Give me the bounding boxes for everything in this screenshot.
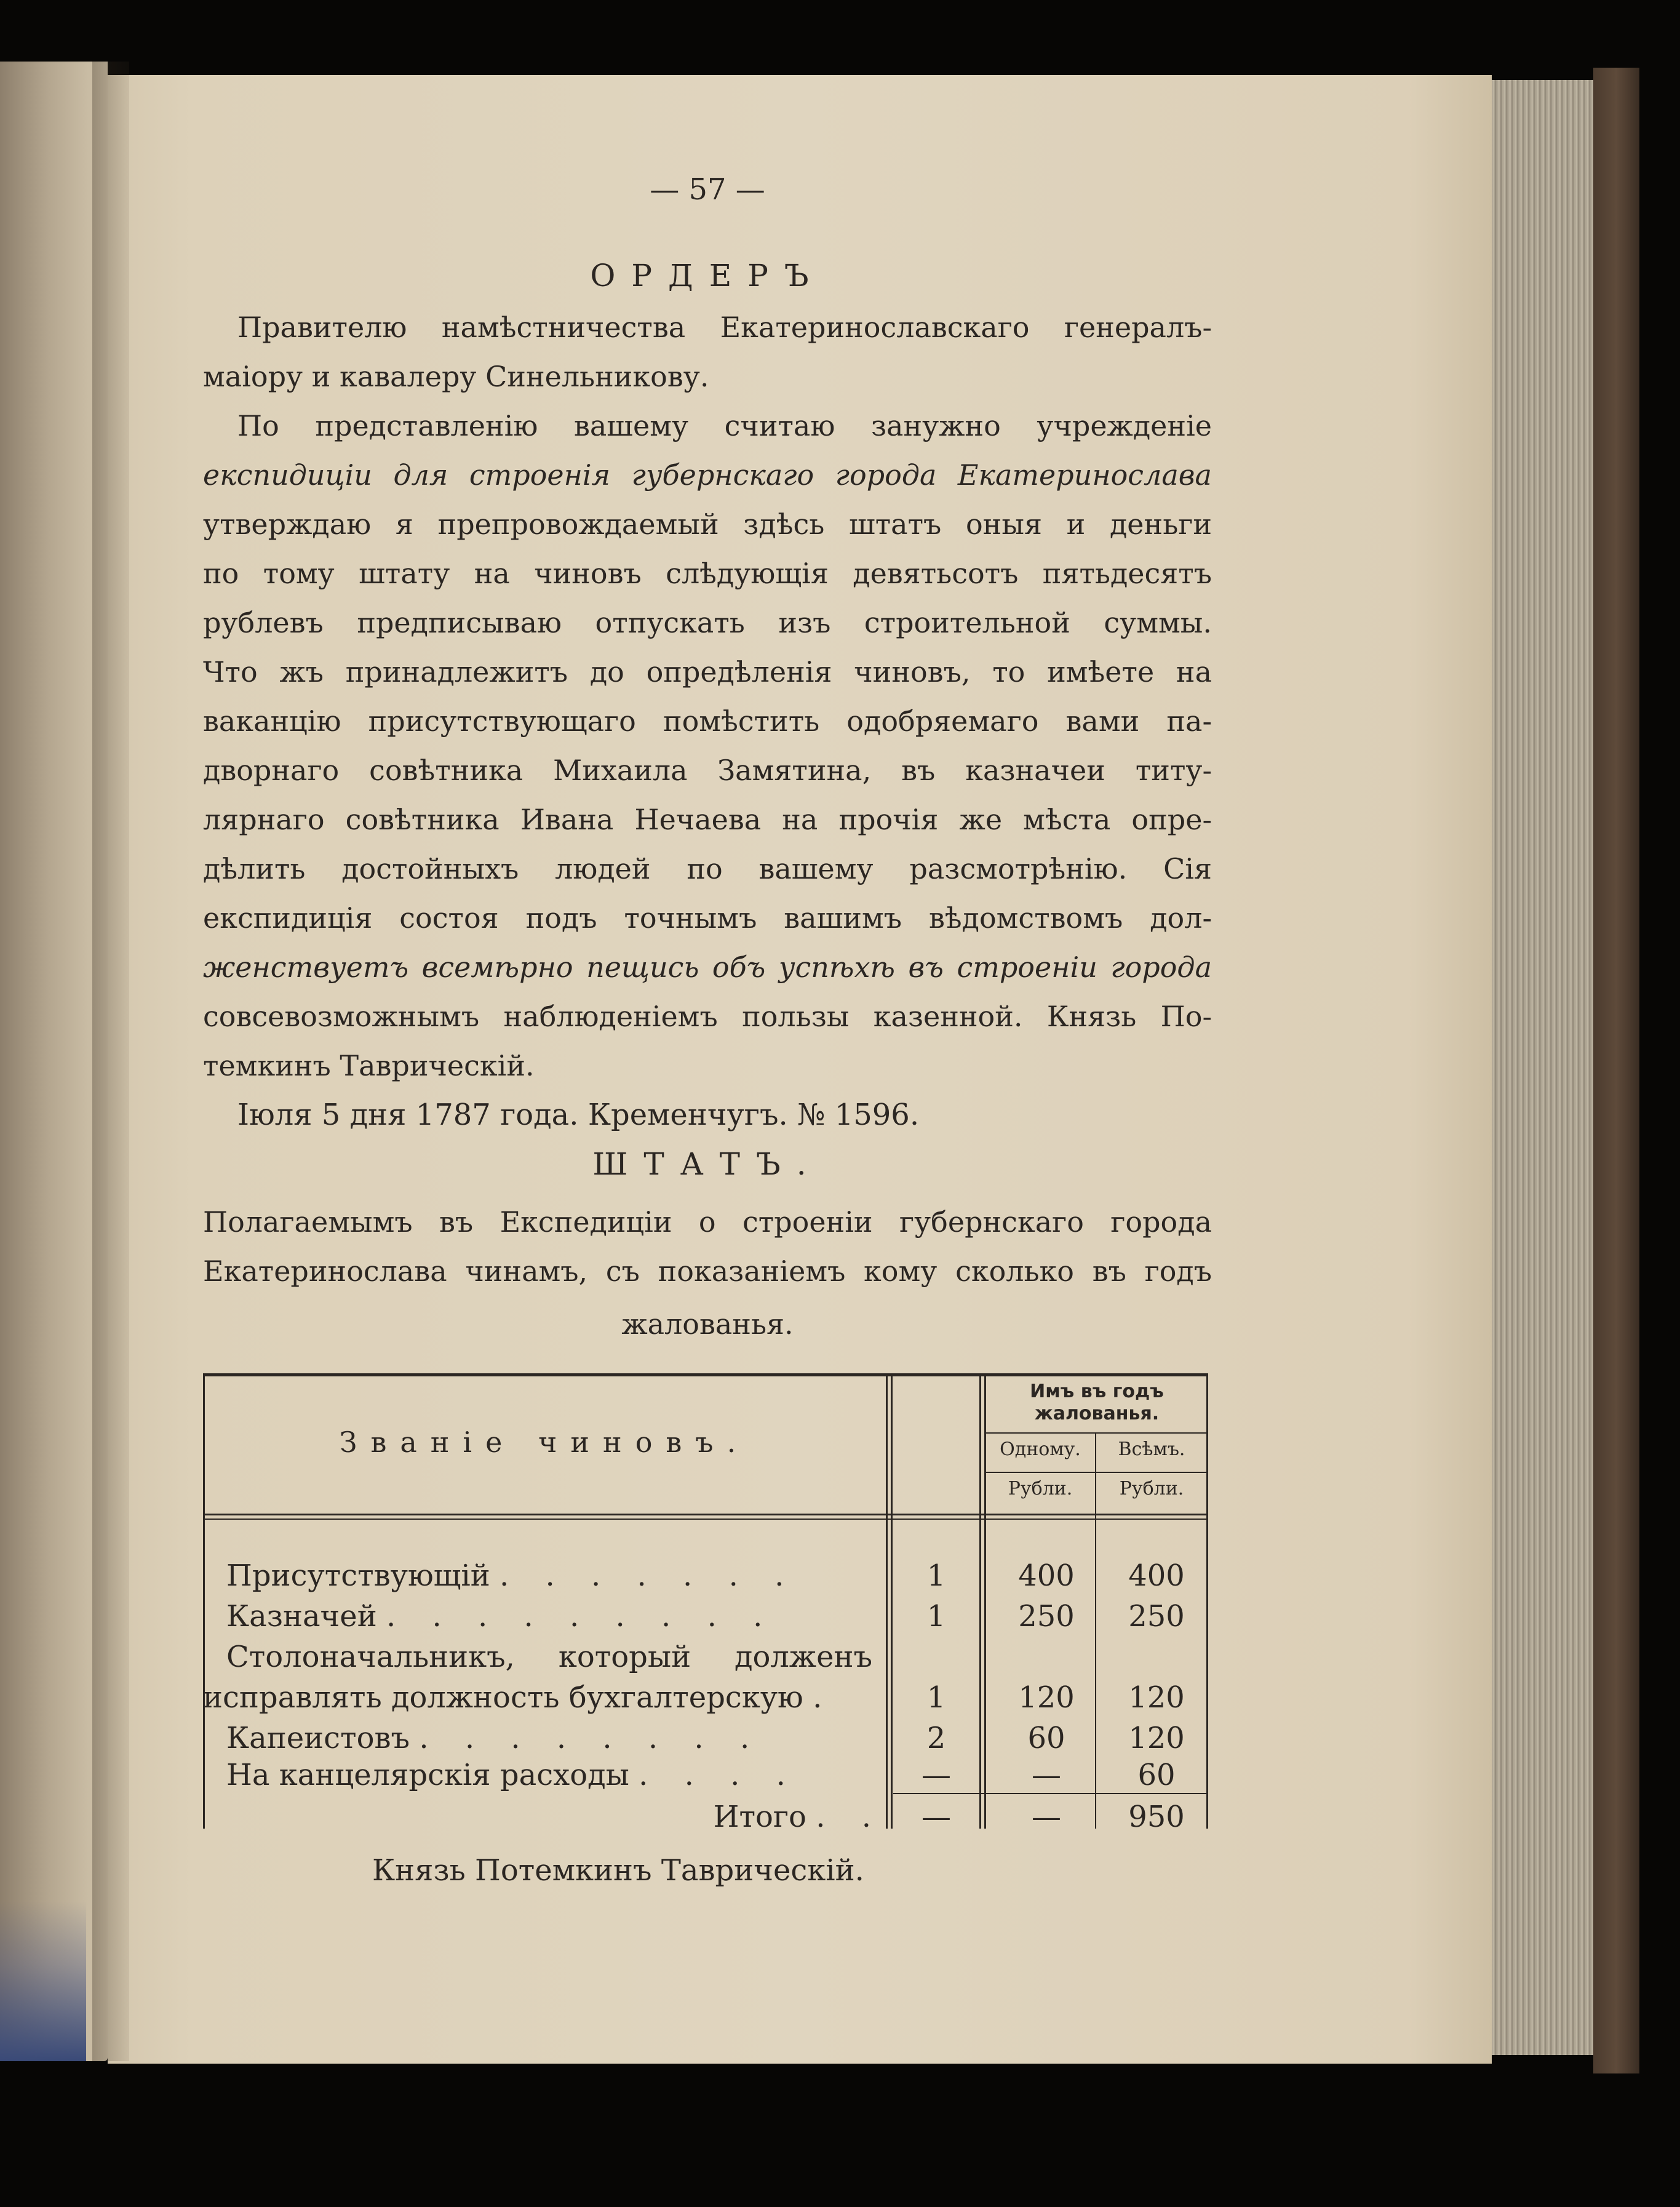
table-subheader-rule bbox=[985, 1472, 1208, 1473]
shtat-intro-line: жалованья. bbox=[621, 1307, 794, 1341]
table-total-one: — bbox=[1032, 1800, 1061, 1834]
paragraph-line: експидиціи для строенія губернскаго города Екатеринослава bbox=[203, 458, 1212, 492]
table-header-per-one: Одному. bbox=[1000, 1439, 1081, 1460]
shtat-intro-line: Екатеринослава чинамъ, съ показаніемъ кому сколько въ годъ bbox=[203, 1255, 1212, 1288]
table-row-count: 1 bbox=[926, 1558, 946, 1593]
book-cover-edge bbox=[1593, 68, 1639, 2073]
table-row-count: 2 bbox=[926, 1721, 946, 1755]
date-line: Іюля 5 дня 1787 года. Кременчугъ. № 1596. bbox=[237, 1098, 920, 1132]
table-header-rule bbox=[203, 1514, 1208, 1515]
paragraph-line: дворнаго совѣтника Михаила Замятина, въ казначеи титу- bbox=[203, 754, 1212, 787]
paragraph-line: По представленію вашему считаю занужно учрежденіе bbox=[237, 409, 1212, 442]
paragraph-line: темкинъ Таврическій. bbox=[203, 1049, 535, 1082]
table-row-count: — bbox=[922, 1758, 951, 1792]
table-row-one: — bbox=[1032, 1758, 1061, 1792]
table-row-name: Капеистовъ . . . . . . . . bbox=[226, 1721, 763, 1755]
page-stain bbox=[0, 1901, 86, 2061]
shtat-title: ШТАТЪ. bbox=[592, 1146, 822, 1182]
paragraph-line: дѣлить достойныхъ людей по вашему разсмотрѣнію. Сія bbox=[203, 852, 1212, 885]
table-total-count: — bbox=[922, 1800, 951, 1834]
table-row-one: 120 bbox=[1018, 1680, 1075, 1715]
table-header-pay bbox=[985, 1381, 1208, 1425]
table-row-name: На канцелярскія расходы . . . . bbox=[226, 1758, 799, 1792]
shtat-intro-line: Полагаемымъ въ Експедиціи о строеніи губернскаго города bbox=[203, 1205, 1212, 1239]
signature: Князь Потемкинъ Таврическій. bbox=[372, 1853, 864, 1888]
paragraph-line: ваканцію присутствующаго помѣстить одобряемаго вами па- bbox=[203, 704, 1212, 738]
table-row-all: 400 bbox=[1128, 1558, 1185, 1593]
table-row-count: 1 bbox=[926, 1599, 946, 1634]
table-row-count: 1 bbox=[926, 1680, 946, 1715]
table-total-label: Итого . . bbox=[713, 1800, 885, 1834]
page-number: — 57 — bbox=[650, 172, 765, 207]
paragraph-line: женствуетъ всемѣрно пещись объ успѣхѣ въ строеніи города bbox=[203, 951, 1212, 984]
table-row-all: 120 bbox=[1128, 1680, 1185, 1715]
table-row-name: Столоначальникъ, который долженъ bbox=[226, 1640, 872, 1674]
paragraph-line: маіору и кавалеру Синельникову. bbox=[203, 360, 709, 393]
paragraph-line: лярнаго совѣтника Ивана Нечаева на прочія же мѣста опре- bbox=[203, 803, 1212, 836]
table-row-all: 60 bbox=[1137, 1758, 1176, 1792]
table-header-unit-all: Рубли. bbox=[1119, 1478, 1184, 1499]
table-col-rule bbox=[891, 1373, 893, 1829]
paragraph-line: совсевозможнымъ наблюденіемъ пользы казенной. Князь По- bbox=[203, 1000, 1212, 1033]
table-row-name: исправлять должность бухгалтерскую . bbox=[203, 1680, 836, 1715]
table-header-pay-line2: жалованья. bbox=[1034, 1403, 1160, 1424]
paragraph-line: Что жъ принадлежитъ до опредѣленія чиновъ, то имѣете на bbox=[203, 655, 1212, 688]
table-header-pay-line1: Имъ въ годъ bbox=[1030, 1381, 1164, 1402]
table-header-name: Званіе чиновъ. bbox=[339, 1426, 750, 1459]
table-total-all: 950 bbox=[1128, 1800, 1185, 1834]
order-title: ОРДЕРЪ bbox=[590, 258, 825, 293]
table-header-all: Всѣмъ. bbox=[1118, 1439, 1185, 1460]
table-row-all: 250 bbox=[1128, 1599, 1185, 1634]
paragraph-line: Правителю намѣстничества Екатеринославскаго генералъ- bbox=[237, 311, 1212, 344]
table-row-one: 400 bbox=[1018, 1558, 1075, 1593]
paragraph-line: по тому штату на чиновъ слѣдующія девятьсотъ пятьдесятъ bbox=[203, 557, 1212, 590]
left-page-edge bbox=[0, 62, 108, 2061]
table-subheader-rule bbox=[985, 1432, 1208, 1434]
table-header-unit-one: Рубли. bbox=[1008, 1478, 1073, 1499]
table-row-name: Присутствующій . . . . . . . bbox=[226, 1558, 798, 1593]
salary-table bbox=[203, 1373, 1208, 1834]
table-col-rule bbox=[886, 1373, 888, 1829]
table-col-rule bbox=[979, 1373, 981, 1829]
paragraph-line: утверждаю я препровождаемый здѣсь штатъ оныя и деньги bbox=[203, 508, 1212, 541]
table-row-one: 250 bbox=[1018, 1599, 1075, 1634]
book-gutter bbox=[92, 62, 129, 2061]
table-row-all: 120 bbox=[1128, 1721, 1185, 1755]
paragraph-line: рублевъ предписываю отпускать изъ строительной суммы. bbox=[203, 606, 1212, 639]
page-edges bbox=[1492, 80, 1596, 2055]
table-row-one: 60 bbox=[1027, 1721, 1065, 1755]
table-header-rule-2 bbox=[203, 1519, 1208, 1520]
table-row-name: Казначей . . . . . . . . . bbox=[226, 1599, 776, 1634]
paragraph-line: експидиція состоя подъ точнымъ вашимъ вѣдомствомъ дол- bbox=[203, 901, 1212, 935]
